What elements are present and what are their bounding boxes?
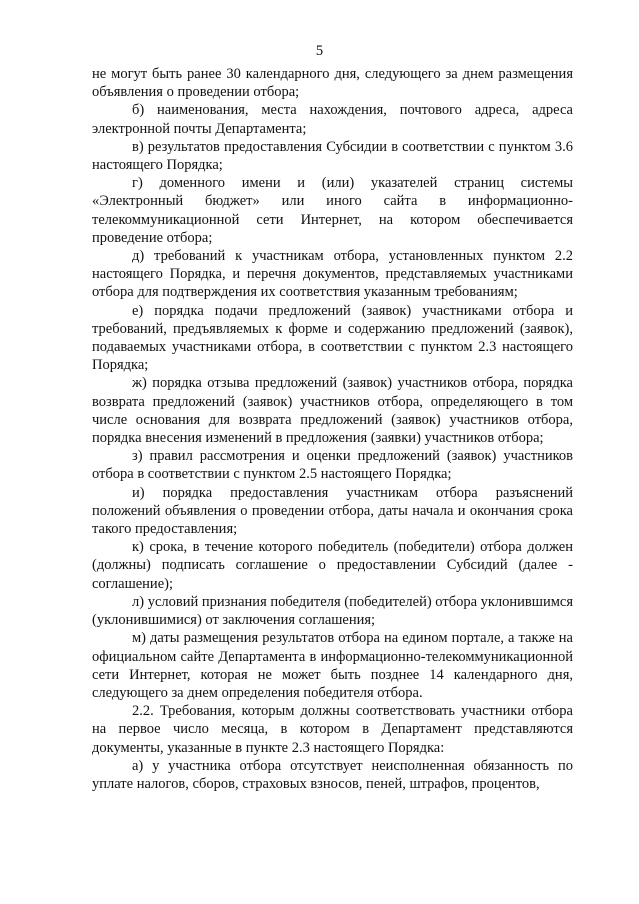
- paragraph: и) порядка предоставления участникам отбора разъяснений положений объявления о проведении отбора, даты начала и окончания срока такого предоставления;: [92, 484, 573, 538]
- paragraph: в) результатов предоставления Субсидии в соответствии с пунктом 3.6 настоящего Порядка;: [92, 138, 573, 174]
- paragraph: м) даты размещения результатов отбора на едином портале, а также на официальном сайте Департамента в информационно-телекоммуникационной сети Интернет, которая не может быть позднее 14 календарного дня, следующего за днем определения победителя отбора.: [92, 630, 573, 701]
- paragraph: г) доменного имени и (или) указателей страниц системы «Электронный бюджет» или иного сайта в информационно-телекоммуникационной сети Интернет, на котором обеспечивается проведение отбора;: [92, 175, 573, 246]
- page-number: 5: [315, 43, 324, 59]
- paragraph: к) срока, в течение которого победитель (победители) отбора должен (должны) подписать соглашение о предоставлении Субсидий (далее - соглашение);: [92, 539, 573, 592]
- paragraph: д) требований к участникам отбора, установленных пунктом 2.2 настоящего Порядка, и перечня документов, представляемых участниками отбора для подтверждения их соответствия указанным требованиям;: [92, 248, 573, 301]
- paragraph: б) наименования, места нахождения, почтового адреса, адреса электронной почты Департамента;: [92, 102, 573, 137]
- paragraph: не могут быть ранее 30 календарного дня, следующего за днем размещения объявления о проведении отбора;: [92, 66, 573, 101]
- paragraph: 2.2. Требования, которым должны соответствовать участники отбора на первое число месяца, в котором в Департамент представляются документы, указанные в пункте 2.3 настоящего Порядка:: [92, 703, 573, 756]
- paragraph: а) у участника отбора отсутствует неисполненная обязанность по уплате налогов, сборов, страховых взносов, пеней, штрафов, процентов,: [92, 757, 573, 792]
- paragraph: ж) порядка отзыва предложений (заявок) участников отбора, порядка возврата предложений (заявок) участников отбора, определяющего в том числе основания для возврата предложений (заявок) участников отбора, порядка внесения изменений в предложения (заявки) участников отбора;: [92, 375, 573, 447]
- paragraph: е) порядка подачи предложений (заявок) участниками отбора и требований, предъявляемых к форме и содержанию предложений (заявок), подаваемых участниками отбора, в соответствии с пунктом 2.3 настоящего Порядка;: [92, 302, 573, 374]
- document-body: [92, 65, 573, 793]
- paragraph: л) условий признания победителя (победителей) отбора уклонившимся (уклонившимися) от заключения соглашения;: [92, 593, 573, 629]
- paragraph: з) правил рассмотрения и оценки предложений (заявок) участников отбора в соответствии с пунктом 2.5 настоящего Порядка;: [92, 448, 573, 483]
